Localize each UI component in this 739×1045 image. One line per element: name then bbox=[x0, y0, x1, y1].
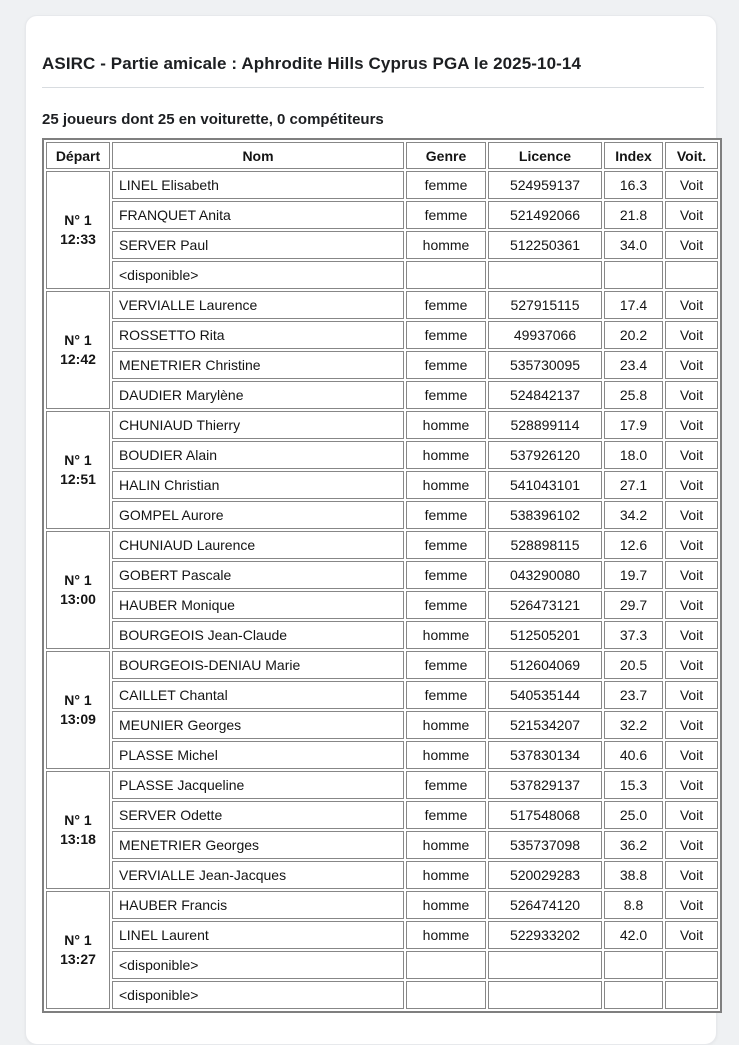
gender-cell: femme bbox=[406, 321, 486, 349]
licence-cell: 520029283 bbox=[488, 861, 602, 889]
index-cell: 34.0 bbox=[604, 231, 663, 259]
tee-time: 13:00 bbox=[60, 591, 96, 607]
player-name-cell: CHUNIAUD Thierry bbox=[112, 411, 404, 439]
player-row bbox=[46, 381, 718, 409]
header-licence: Licence bbox=[488, 142, 602, 169]
tee-number: N° 1 bbox=[64, 572, 92, 588]
table-header-row bbox=[46, 142, 718, 169]
player-row bbox=[46, 891, 718, 919]
player-name-cell: MEUNIER Georges bbox=[112, 711, 404, 739]
tee-time-cell bbox=[46, 531, 110, 649]
tee-number: N° 1 bbox=[64, 332, 92, 348]
player-name-cell: LINEL Elisabeth bbox=[112, 171, 404, 199]
player-row bbox=[46, 231, 718, 259]
tee-time-cell bbox=[46, 891, 110, 1009]
cart-cell: Voit bbox=[665, 771, 718, 799]
cart-cell: Voit bbox=[665, 171, 718, 199]
cart-cell: Voit bbox=[665, 321, 718, 349]
licence-cell: 524959137 bbox=[488, 171, 602, 199]
cart-cell: Voit bbox=[665, 351, 718, 379]
licence-cell: 541043101 bbox=[488, 471, 602, 499]
player-row bbox=[46, 351, 718, 379]
licence-cell: 537926120 bbox=[488, 441, 602, 469]
player-row bbox=[46, 201, 718, 229]
gender-cell: homme bbox=[406, 471, 486, 499]
player-row bbox=[46, 441, 718, 469]
tee-time: 13:09 bbox=[60, 711, 96, 727]
gender-cell: femme bbox=[406, 381, 486, 409]
licence-cell: 535730095 bbox=[488, 351, 602, 379]
gender-cell bbox=[406, 951, 486, 979]
licence-cell bbox=[488, 261, 602, 289]
player-name-cell: PLASSE Jacqueline bbox=[112, 771, 404, 799]
gender-cell: femme bbox=[406, 531, 486, 559]
gender-cell: homme bbox=[406, 621, 486, 649]
gender-cell: femme bbox=[406, 201, 486, 229]
player-row bbox=[46, 261, 718, 289]
index-cell: 15.3 bbox=[604, 771, 663, 799]
player-name-cell: BOURGEOIS-DENIAU Marie bbox=[112, 651, 404, 679]
player-row bbox=[46, 801, 718, 829]
player-row bbox=[46, 561, 718, 589]
tee-time: 13:27 bbox=[60, 951, 96, 967]
cart-cell: Voit bbox=[665, 621, 718, 649]
player-row bbox=[46, 981, 718, 1009]
index-cell: 20.2 bbox=[604, 321, 663, 349]
player-row bbox=[46, 171, 718, 199]
licence-cell: 540535144 bbox=[488, 681, 602, 709]
index-cell bbox=[604, 951, 663, 979]
gender-cell bbox=[406, 261, 486, 289]
header-genre: Genre bbox=[406, 142, 486, 169]
tee-time: 12:33 bbox=[60, 231, 96, 247]
tee-number: N° 1 bbox=[64, 452, 92, 468]
index-cell: 29.7 bbox=[604, 591, 663, 619]
gender-cell: femme bbox=[406, 771, 486, 799]
licence-cell bbox=[488, 951, 602, 979]
player-row bbox=[46, 621, 718, 649]
content-card bbox=[25, 15, 717, 1045]
licence-cell bbox=[488, 981, 602, 1009]
licence-cell: 49937066 bbox=[488, 321, 602, 349]
gender-cell: femme bbox=[406, 681, 486, 709]
header-voit: Voit. bbox=[665, 142, 718, 169]
licence-cell: 512505201 bbox=[488, 621, 602, 649]
cart-cell: Voit bbox=[665, 381, 718, 409]
tee-time: 12:51 bbox=[60, 471, 96, 487]
available-slot-cell: <disponible> bbox=[112, 951, 404, 979]
tee-time: 13:18 bbox=[60, 831, 96, 847]
gender-cell: homme bbox=[406, 831, 486, 859]
player-name-cell: FRANQUET Anita bbox=[112, 201, 404, 229]
gender-cell: femme bbox=[406, 351, 486, 379]
player-name-cell: HALIN Christian bbox=[112, 471, 404, 499]
player-row bbox=[46, 411, 718, 439]
cart-cell: Voit bbox=[665, 561, 718, 589]
gender-cell: femme bbox=[406, 561, 486, 589]
cart-cell bbox=[665, 261, 718, 289]
licence-cell: 526474120 bbox=[488, 891, 602, 919]
cart-cell: Voit bbox=[665, 921, 718, 949]
licence-cell: 521534207 bbox=[488, 711, 602, 739]
licence-cell: 528898115 bbox=[488, 531, 602, 559]
tee-time-cell bbox=[46, 411, 110, 529]
cart-cell: Voit bbox=[665, 231, 718, 259]
gender-cell: femme bbox=[406, 171, 486, 199]
available-slot-cell: <disponible> bbox=[112, 981, 404, 1009]
cart-cell: Voit bbox=[665, 591, 718, 619]
player-name-cell: GOMPEL Aurore bbox=[112, 501, 404, 529]
cart-cell: Voit bbox=[665, 471, 718, 499]
player-row bbox=[46, 921, 718, 949]
licence-cell: 526473121 bbox=[488, 591, 602, 619]
player-row bbox=[46, 741, 718, 769]
index-cell: 8.8 bbox=[604, 891, 663, 919]
title-divider bbox=[42, 87, 704, 88]
tee-time-cell bbox=[46, 651, 110, 769]
index-cell: 37.3 bbox=[604, 621, 663, 649]
player-row bbox=[46, 531, 718, 559]
player-row bbox=[46, 501, 718, 529]
player-row bbox=[46, 291, 718, 319]
gender-cell: femme bbox=[406, 291, 486, 319]
index-cell: 36.2 bbox=[604, 831, 663, 859]
gender-cell: femme bbox=[406, 501, 486, 529]
index-cell: 32.2 bbox=[604, 711, 663, 739]
cart-cell: Voit bbox=[665, 441, 718, 469]
licence-cell: 535737098 bbox=[488, 831, 602, 859]
index-cell: 23.7 bbox=[604, 681, 663, 709]
player-row bbox=[46, 591, 718, 619]
index-cell: 27.1 bbox=[604, 471, 663, 499]
player-name-cell: CHUNIAUD Laurence bbox=[112, 531, 404, 559]
cart-cell: Voit bbox=[665, 411, 718, 439]
licence-cell: 538396102 bbox=[488, 501, 602, 529]
player-row bbox=[46, 471, 718, 499]
cart-cell: Voit bbox=[665, 681, 718, 709]
index-cell: 23.4 bbox=[604, 351, 663, 379]
player-name-cell: MENETRIER Georges bbox=[112, 831, 404, 859]
gender-cell: homme bbox=[406, 711, 486, 739]
licence-cell: 043290080 bbox=[488, 561, 602, 589]
header-nom: Nom bbox=[112, 142, 404, 169]
cart-cell bbox=[665, 981, 718, 1009]
cart-cell: Voit bbox=[665, 831, 718, 859]
index-cell: 21.8 bbox=[604, 201, 663, 229]
player-name-cell: SERVER Paul bbox=[112, 231, 404, 259]
index-cell: 40.6 bbox=[604, 741, 663, 769]
index-cell: 19.7 bbox=[604, 561, 663, 589]
index-cell: 18.0 bbox=[604, 441, 663, 469]
gender-cell: homme bbox=[406, 741, 486, 769]
licence-cell: 521492066 bbox=[488, 201, 602, 229]
player-name-cell: BOURGEOIS Jean-Claude bbox=[112, 621, 404, 649]
licence-cell: 527915115 bbox=[488, 291, 602, 319]
tee-number: N° 1 bbox=[64, 812, 92, 828]
header-depart: Départ bbox=[46, 142, 110, 169]
tee-time-cell bbox=[46, 171, 110, 289]
gender-cell: homme bbox=[406, 231, 486, 259]
index-cell: 16.3 bbox=[604, 171, 663, 199]
tee-time-cell bbox=[46, 771, 110, 889]
index-cell: 12.6 bbox=[604, 531, 663, 559]
index-cell: 42.0 bbox=[604, 921, 663, 949]
player-name-cell: SERVER Odette bbox=[112, 801, 404, 829]
gender-cell: homme bbox=[406, 891, 486, 919]
page-title: ASIRC - Partie amicale : Aphrodite Hills Cyprus PGA le 2025-10-14 bbox=[42, 54, 582, 73]
cart-cell bbox=[665, 951, 718, 979]
gender-cell: femme bbox=[406, 591, 486, 619]
player-name-cell: ROSSETTO Rita bbox=[112, 321, 404, 349]
index-cell: 38.8 bbox=[604, 861, 663, 889]
player-name-cell: VERVIALLE Jean-Jacques bbox=[112, 861, 404, 889]
tee-time-cell bbox=[46, 291, 110, 409]
cart-cell: Voit bbox=[665, 741, 718, 769]
index-cell: 34.2 bbox=[604, 501, 663, 529]
player-row bbox=[46, 861, 718, 889]
players-summary: 25 joueurs dont 25 en voiturette, 0 compétiteurs bbox=[42, 111, 384, 128]
gender-cell: homme bbox=[406, 861, 486, 889]
cart-cell: Voit bbox=[665, 891, 718, 919]
gender-cell: homme bbox=[406, 921, 486, 949]
header-index: Index bbox=[604, 142, 663, 169]
tee-number: N° 1 bbox=[64, 212, 92, 228]
tee-time: 12:42 bbox=[60, 351, 96, 367]
player-row bbox=[46, 951, 718, 979]
tee-number: N° 1 bbox=[64, 932, 92, 948]
available-slot-cell: <disponible> bbox=[112, 261, 404, 289]
gender-cell: femme bbox=[406, 651, 486, 679]
player-name-cell: PLASSE Michel bbox=[112, 741, 404, 769]
cart-cell: Voit bbox=[665, 861, 718, 889]
player-row bbox=[46, 771, 718, 799]
licence-cell: 537829137 bbox=[488, 771, 602, 799]
gender-cell: femme bbox=[406, 801, 486, 829]
index-cell: 25.0 bbox=[604, 801, 663, 829]
cart-cell: Voit bbox=[665, 651, 718, 679]
player-name-cell: GOBERT Pascale bbox=[112, 561, 404, 589]
index-cell: 20.5 bbox=[604, 651, 663, 679]
index-cell: 17.9 bbox=[604, 411, 663, 439]
licence-cell: 528899114 bbox=[488, 411, 602, 439]
player-row bbox=[46, 651, 718, 679]
index-cell: 17.4 bbox=[604, 291, 663, 319]
player-name-cell: CAILLET Chantal bbox=[112, 681, 404, 709]
licence-cell: 512250361 bbox=[488, 231, 602, 259]
player-row bbox=[46, 711, 718, 739]
cart-cell: Voit bbox=[665, 711, 718, 739]
player-name-cell: HAUBER Francis bbox=[112, 891, 404, 919]
player-name-cell: MENETRIER Christine bbox=[112, 351, 404, 379]
player-name-cell: DAUDIER Marylène bbox=[112, 381, 404, 409]
player-name-cell: HAUBER Monique bbox=[112, 591, 404, 619]
index-cell: 25.8 bbox=[604, 381, 663, 409]
index-cell bbox=[604, 981, 663, 1009]
gender-cell: homme bbox=[406, 411, 486, 439]
player-row bbox=[46, 681, 718, 709]
licence-cell: 512604069 bbox=[488, 651, 602, 679]
players-table-body bbox=[46, 171, 718, 1009]
player-name-cell: BOUDIER Alain bbox=[112, 441, 404, 469]
players-table bbox=[42, 138, 722, 1013]
cart-cell: Voit bbox=[665, 291, 718, 319]
gender-cell bbox=[406, 981, 486, 1009]
licence-cell: 537830134 bbox=[488, 741, 602, 769]
player-row bbox=[46, 321, 718, 349]
player-name-cell: VERVIALLE Laurence bbox=[112, 291, 404, 319]
cart-cell: Voit bbox=[665, 201, 718, 229]
tee-number: N° 1 bbox=[64, 692, 92, 708]
cart-cell: Voit bbox=[665, 801, 718, 829]
player-row bbox=[46, 831, 718, 859]
licence-cell: 522933202 bbox=[488, 921, 602, 949]
gender-cell: homme bbox=[406, 441, 486, 469]
cart-cell: Voit bbox=[665, 531, 718, 559]
player-name-cell: LINEL Laurent bbox=[112, 921, 404, 949]
cart-cell: Voit bbox=[665, 501, 718, 529]
index-cell bbox=[604, 261, 663, 289]
licence-cell: 524842137 bbox=[488, 381, 602, 409]
licence-cell: 517548068 bbox=[488, 801, 602, 829]
